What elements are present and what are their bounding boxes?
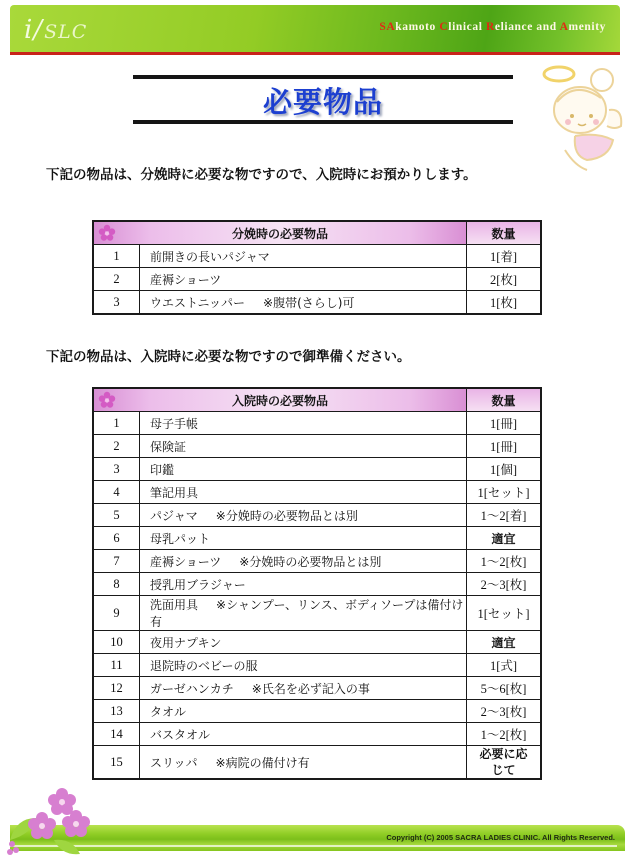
footer-banner — [10, 825, 625, 851]
qty-cell: 1～2[着] — [467, 504, 542, 527]
table-row — [93, 527, 541, 550]
table-row — [93, 700, 541, 723]
row-number: 10 — [93, 631, 140, 654]
header-item-label: 入院時の必要物品 — [231, 393, 328, 408]
item-note: ※シャンプー、リンス、ボディソープは備付け有 — [150, 598, 464, 629]
table-row — [93, 268, 541, 291]
copyright-text: Copyright (C) 2005 SACRA LADIES CLINIC. All Rights Reserved. — [386, 833, 615, 842]
qty-cell: 2～3[枚] — [467, 573, 542, 596]
tagline-text: linical — [448, 21, 486, 33]
qty-cell: 5～6[枚] — [467, 677, 542, 700]
angel-illustration-icon — [525, 58, 625, 173]
table-row — [93, 245, 541, 268]
column-header-item — [93, 221, 467, 245]
row-number: 1 — [93, 245, 140, 268]
item-note: ※氏名を必ず記入の事 — [251, 681, 370, 696]
column-header-qty: 数量 — [467, 388, 542, 412]
qty-cell: 1[冊] — [467, 412, 542, 435]
item-name: 産褥ショーツ — [150, 554, 222, 569]
item-cell — [140, 573, 467, 596]
tagline-cap: SA — [379, 21, 396, 33]
item-name: スリッパ — [150, 755, 198, 770]
item-cell — [140, 631, 467, 654]
item-cell — [140, 677, 467, 700]
tagline-text: eliance and — [494, 21, 560, 33]
qty-cell: 2[枚] — [467, 268, 542, 291]
row-number: 4 — [93, 481, 140, 504]
item-name: 退院時のベビーの服 — [150, 658, 258, 673]
table-row — [93, 573, 541, 596]
table-row — [93, 550, 541, 573]
item-name: ガーゼハンカチ — [150, 681, 234, 696]
item-cell — [140, 268, 467, 291]
header-banner — [10, 5, 620, 55]
table-row — [93, 723, 541, 746]
item-cell — [140, 481, 467, 504]
item-note: ※分娩時の必要物品とは別 — [239, 554, 382, 569]
qty-cell: 2～3[枚] — [467, 700, 542, 723]
item-cell — [140, 596, 467, 631]
item-cell — [140, 550, 467, 573]
item-cell — [140, 412, 467, 435]
row-number: 8 — [93, 573, 140, 596]
item-name: 筆記用具 — [150, 485, 199, 500]
qty-cell: 1[枚] — [467, 291, 542, 315]
row-number: 12 — [93, 677, 140, 700]
intro-text-admission: 下記の物品は、入院時に必要な物ですので御準備ください。 — [46, 349, 411, 365]
row-number: 1 — [93, 412, 140, 435]
item-name: バスタオル — [150, 727, 211, 742]
item-name: パジャマ — [150, 508, 198, 523]
table-row — [93, 458, 541, 481]
tagline-cap: C — [439, 21, 449, 33]
row-number: 3 — [93, 291, 140, 315]
item-cell — [140, 504, 467, 527]
item-cell — [140, 700, 467, 723]
table-row — [93, 746, 541, 780]
sakura-icon — [98, 224, 116, 242]
item-note: ※分娩時の必要物品とは別 — [215, 508, 358, 523]
item-cell — [140, 527, 467, 550]
qty-cell: 1[個] — [467, 458, 542, 481]
row-number: 6 — [93, 527, 140, 550]
admission-items-table — [92, 387, 542, 780]
item-cell — [140, 746, 467, 780]
qty-cell: 適宜 — [467, 527, 542, 550]
table-row — [93, 677, 541, 700]
logo-text: SLC — [44, 21, 88, 43]
table-row — [93, 504, 541, 527]
table-row — [93, 631, 541, 654]
table-row — [93, 291, 541, 315]
title-rule-bottom — [133, 120, 513, 124]
title-rule-top — [133, 75, 513, 79]
item-name: 授乳用ブラジャー — [150, 577, 246, 592]
qty-cell: 1[冊] — [467, 435, 542, 458]
row-number: 3 — [93, 458, 140, 481]
row-number: 15 — [93, 746, 140, 780]
item-note: ※病院の備付け有 — [215, 755, 310, 770]
tagline-cap: R — [486, 21, 495, 33]
tagline-cap: A — [559, 21, 569, 33]
table-row — [93, 481, 541, 504]
item-name: 夜用ナプキン — [150, 635, 222, 650]
logo-mark: i/ — [24, 15, 44, 45]
item-cell — [140, 458, 467, 481]
page-title: 必要物品 — [262, 85, 383, 119]
qty-cell: 適宜 — [467, 631, 542, 654]
qty-cell: 1～2[枚] — [467, 723, 542, 746]
qty-line: じて — [491, 763, 516, 777]
table-row — [93, 596, 541, 631]
qty-cell: 1[式] — [467, 654, 542, 677]
item-name: ウエストニッパー — [150, 295, 246, 310]
item-cell — [140, 723, 467, 746]
sakura-icon — [98, 391, 116, 409]
qty-cell: 1[セット] — [467, 596, 542, 631]
clinic-logo — [24, 15, 87, 45]
qty-cell — [467, 746, 542, 780]
row-number: 13 — [93, 700, 140, 723]
row-number: 5 — [93, 504, 140, 527]
item-cell — [140, 291, 467, 315]
row-number: 14 — [93, 723, 140, 746]
table-row — [93, 412, 541, 435]
item-name: 保険証 — [150, 439, 187, 454]
item-name: 印鑑 — [150, 462, 175, 477]
item-name: 母乳パット — [150, 531, 211, 546]
qty-cell: 1[セット] — [467, 481, 542, 504]
qty-cell: 1～2[枚] — [467, 550, 542, 573]
item-name: 産褥ショーツ — [150, 272, 222, 287]
item-cell — [140, 245, 467, 268]
item-cell — [140, 654, 467, 677]
table-header-row — [93, 388, 541, 412]
row-number: 9 — [93, 596, 140, 631]
table-row — [93, 435, 541, 458]
row-number: 2 — [93, 268, 140, 291]
tagline-text: menity — [568, 21, 606, 33]
qty-line: 必要に応 — [479, 747, 528, 761]
delivery-items-table — [92, 220, 542, 315]
column-header-qty: 数量 — [467, 221, 542, 245]
clinic-tagline — [379, 21, 606, 33]
table-row — [93, 654, 541, 677]
flower-decoration-icon — [2, 788, 92, 858]
row-number: 7 — [93, 550, 140, 573]
intro-text-delivery: 下記の物品は、分娩時に必要な物ですので、入院時にお預かりします。 — [46, 167, 477, 183]
item-name: 前開きの長いパジャマ — [150, 249, 270, 264]
tagline-text: kamoto — [395, 21, 440, 33]
header-item-label: 分娩時の必要物品 — [231, 226, 328, 241]
item-note: ※腹帯(さらし)可 — [263, 295, 355, 310]
table-header-row — [93, 221, 541, 245]
column-header-item — [93, 388, 467, 412]
item-cell — [140, 435, 467, 458]
qty-cell: 1[着] — [467, 245, 542, 268]
item-name: 母子手帳 — [150, 416, 199, 431]
row-number: 11 — [93, 654, 140, 677]
row-number: 2 — [93, 435, 140, 458]
item-name: 洗面用具 — [150, 598, 199, 612]
item-name: タオル — [150, 704, 187, 719]
